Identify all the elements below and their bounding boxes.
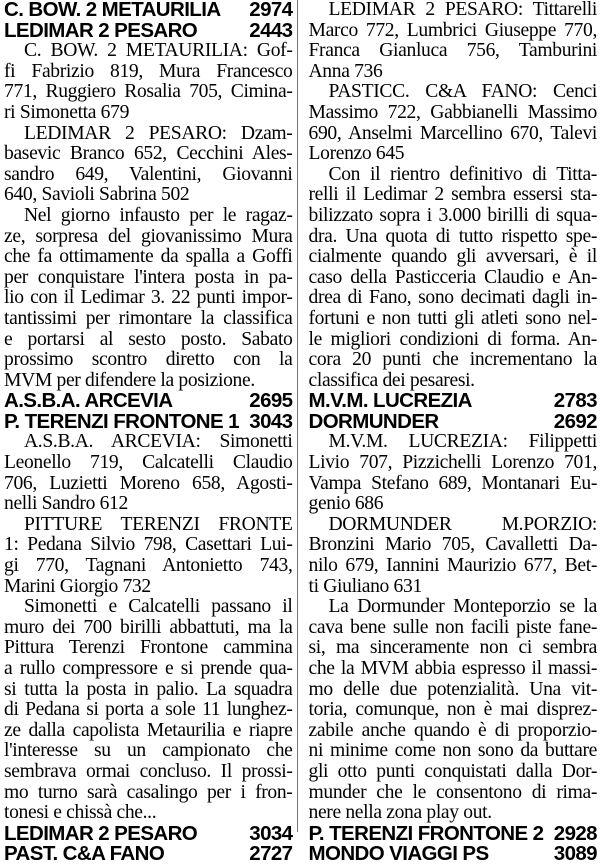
score-line [4, 821, 293, 845]
right-column [308, 0, 598, 865]
text-line: caso della Pasticceria Claudio e An- [308, 267, 597, 288]
score-line [4, 844, 293, 865]
text-line: ze, sorpresa del giovanissimo Mura [4, 226, 293, 247]
text-line: mo turno sarà casalingo per i fron- [4, 782, 293, 803]
text-line: si tutta la posta in palio. La squadra [4, 679, 293, 700]
text-line: cialmente quando gli avversari, è il [308, 247, 597, 268]
text-line: si, ma sinceramente non ci sembra [308, 638, 597, 659]
player-scores-paragraph [4, 124, 293, 206]
team-points: 3089 [553, 842, 597, 865]
text-line: relli il Ledimar 2 sembra essersi sta- [308, 185, 597, 206]
team-name: P. TERENZI FRONTONE 1 [4, 409, 239, 433]
score-line [308, 821, 598, 845]
text-line: C. BOW. 2 METAURILIA: Gof- [24, 41, 293, 62]
text-line: Livio 707, Pizzichelli Lorenzo 701, [308, 453, 597, 474]
team-points: 2928 [553, 821, 597, 845]
team-name: LEDIMAR 2 PESARO [4, 821, 198, 845]
text-line: Nel giorno infausto per le ragaz- [24, 205, 293, 226]
text-line: prossimo scontro diretto con la [4, 350, 293, 371]
text-line: ti Giuliano 631 [308, 575, 422, 597]
score-line [308, 409, 598, 433]
text-line: dra. Una quota di tutto rispetto spe- [308, 226, 597, 247]
team-points: 3043 [249, 409, 293, 433]
text-line: gi 770, Tagnani Antonietto 743, [4, 556, 293, 577]
text-line: sandro 649, Valentini, Giovanni [4, 164, 293, 185]
text-line: ni minime come non sono da buttare [308, 741, 597, 762]
team-points: 2727 [249, 842, 293, 865]
score-line [4, 391, 293, 412]
text-line: muro dei 700 birilli abbattuti, ma la [4, 617, 293, 638]
team-name: MONDO VIAGGI PS [308, 842, 489, 865]
team-points: 2974 [249, 0, 293, 21]
text-line: fortuni e non tutti gli atleti sono nel- [308, 308, 597, 329]
text-line: Bronzini Mario 705, Cavalletti Da- [308, 535, 597, 556]
text-line: che fa ottimamente da spalla a Goffi [4, 247, 293, 268]
commentary-paragraph [4, 597, 293, 824]
text-line: La Dormunder Monteporzio se la [328, 597, 597, 618]
team-name: PAST. C&A FANO [4, 842, 165, 865]
text-line: Pittura Terenzi Frontone cammina [4, 638, 293, 659]
text-line: 640, Savioli Sabrina 502 [4, 184, 190, 206]
text-line: di Pedana si porta a sole 11 lunghez- [4, 700, 293, 721]
score-line [309, 844, 598, 865]
text-line: PASTICC. C&A FANO: Cenci [328, 82, 597, 103]
text-line: Franca Gianluca 756, Tamburini [308, 41, 597, 62]
text-line: Anna 736 [308, 60, 383, 82]
team-points: 2783 [553, 389, 597, 413]
text-line: PITTURE TERENZI FRONTE [24, 514, 293, 535]
text-line: 706, Luzietti Moreno 658, Agosti- [4, 473, 293, 494]
team-name: A.S.B.A. ARCEVIA [4, 389, 173, 413]
commentary-paragraph [309, 165, 598, 392]
text-line: tantissimi per rimontare la classifica [4, 308, 293, 329]
text-line: LEDIMAR 2 PESARO: Dzam- [24, 123, 293, 144]
text-line: lio con il Ledimar 3. 22 punti impor- [4, 288, 293, 309]
text-line: fi Fabrizio 819, Mura Francesco [4, 61, 293, 82]
text-line: gli otto punti conquistati dalla Dor- [308, 761, 597, 782]
team-points: 2443 [249, 18, 293, 42]
text-line: MVM per difendere la posizione. [4, 369, 255, 391]
team-points: 2695 [249, 389, 293, 413]
column-divider [297, 0, 298, 832]
text-line: nere nella zona play out. [308, 802, 492, 824]
text-line: Con il rientro definitivo di Titta- [328, 164, 597, 185]
player-scores-paragraph [4, 432, 293, 514]
score-line [4, 0, 293, 21]
commentary-paragraph [4, 206, 293, 391]
team-name: DORMUNDER [308, 409, 439, 433]
text-line: basevic Branco 652, Cecchini Ales- [4, 144, 293, 165]
player-scores-paragraph [309, 515, 598, 597]
text-line: sembrava ormai concluso. Il prossi- [4, 761, 293, 782]
commentary-paragraph [309, 597, 598, 824]
score-line [309, 391, 598, 412]
text-line: cora 20 punti che incrementano la [308, 350, 597, 371]
text-line: classifica dei pesaresi. [308, 369, 475, 391]
text-line: toria, comunque, non è mai disprez- [308, 700, 597, 721]
score-line [4, 18, 293, 42]
team-name: C. BOW. 2 METAURILIA [4, 0, 221, 21]
text-line: a rullo compressore e si prende qua- [4, 659, 293, 679]
text-line: A.S.B.A. ARCEVIA: Simonetti [24, 432, 293, 453]
text-line: l'interesse su un campionato che [4, 741, 293, 762]
text-line: Vampa Stefano 689, Montanari Eu- [308, 473, 597, 494]
text-line: Leonello 719, Calcatelli Claudio [4, 453, 293, 474]
text-line: tonesi e chissà che... [4, 802, 157, 824]
team-name: LEDIMAR 2 PESARO [4, 18, 198, 42]
text-line: Simonetti e Calcatelli passano il [24, 597, 293, 618]
text-line: munder che le consentono di rima- [308, 782, 597, 803]
text-line: e portarsi al sesto posto. Sabato [4, 329, 293, 350]
text-line: mo delle due potenzialità. Una vit- [308, 679, 597, 700]
player-scores-paragraph [309, 432, 598, 514]
text-line: drea di Fano, sono decimati dagli in- [308, 288, 597, 309]
text-line: Marco 772, Lumbrici Giuseppe 770, [308, 20, 597, 41]
player-scores-paragraph [309, 82, 598, 164]
player-scores-paragraph [4, 41, 293, 123]
text-line: nilo 679, Iannini Maurizio 677, Bet- [308, 556, 597, 577]
text-line: zabile anche quando è di proporzio- [308, 720, 597, 741]
text-line: Massimo 722, Gabbianelli Massimo [308, 102, 597, 123]
text-line: 690, Anselmi Marcellino 670, Talevi [308, 123, 597, 144]
text-line: ze dalla capolista Metaurilia e riapre [4, 720, 293, 741]
team-name: M.V.M. LUCREZIA [308, 389, 472, 413]
text-line: 1: Pedana Silvio 798, Casettari Lui- [4, 535, 293, 556]
player-scores-paragraph [4, 515, 293, 597]
text-line: LEDIMAR 2 PESARO: Tittarelli [328, 0, 597, 20]
text-line: per conquistare l'intera posta in pa- [4, 267, 293, 288]
text-line: le migliori condizioni di forma. An- [308, 329, 597, 350]
text-line: DORMUNDER M.PORZIO: [328, 514, 597, 535]
text-line: cava bene sulle non facili piste fane- [308, 617, 597, 638]
text-line: genio 686 [308, 493, 384, 515]
team-name: P. TERENZI FRONTONE 2 [308, 821, 544, 845]
text-line: M.V.M. LUCREZIA: Filippetti [328, 432, 597, 453]
text-line: che la MVM abbia espresso il massi- [308, 659, 597, 679]
text-line: 771, Ruggiero Rosalia 705, Cimina- [4, 82, 293, 103]
team-points: 3034 [249, 821, 293, 845]
text-line: bilizzato sopra i 3.000 birilli di squa- [308, 205, 597, 226]
text-line: nelli Sandro 612 [4, 493, 128, 515]
text-line: ri Simonetta 679 [4, 101, 130, 123]
team-points: 2692 [553, 409, 597, 433]
left-column [4, 0, 293, 865]
text-line: Marini Giorgio 732 [4, 575, 151, 597]
player-scores-paragraph [309, 0, 598, 82]
score-line [4, 409, 293, 433]
text-line: Lorenzo 645 [308, 143, 405, 165]
